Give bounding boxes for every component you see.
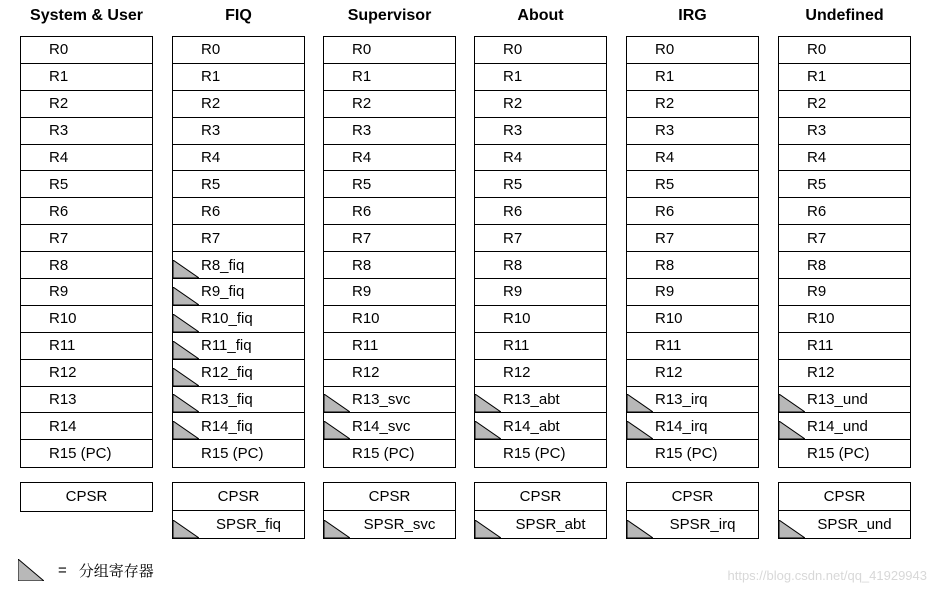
register (475, 64, 606, 91)
register (779, 91, 910, 118)
register-label: R7 (201, 229, 221, 247)
register-label: R4 (503, 149, 523, 166)
register-label: R12_fiq (201, 364, 253, 382)
banked-register (324, 413, 455, 440)
register (21, 279, 152, 306)
register-label: R7 (352, 229, 372, 247)
register-label: R5 (807, 175, 827, 193)
register-label: R2 (352, 95, 372, 113)
register-label: R3 (201, 122, 221, 140)
register-file (778, 36, 911, 468)
banked-register-triangle-icon (324, 421, 350, 439)
register-label: R8 (807, 256, 827, 274)
register-label: R3 (655, 122, 675, 140)
register (475, 333, 606, 360)
register-label: R15 (PC) (807, 445, 870, 463)
cpsr-register (627, 483, 758, 511)
register-label: R7 (49, 229, 69, 247)
register-label: R0 (49, 41, 69, 59)
register (779, 171, 910, 198)
banked-register (627, 413, 758, 440)
mode-title: About (517, 7, 564, 24)
register (627, 252, 758, 279)
register-label: R10 (352, 310, 380, 328)
banked-register-triangle-icon (173, 260, 199, 278)
cpsr-register (779, 483, 910, 511)
banked-register (627, 387, 758, 414)
register-label: R1 (49, 68, 69, 86)
register-label: R13_abt (503, 391, 560, 409)
spsr-register (173, 511, 304, 539)
register-label: R3 (503, 122, 523, 140)
register (627, 37, 758, 64)
register-label: R4 (201, 149, 221, 166)
register-label: R6 (352, 202, 372, 220)
register-label: R9 (655, 283, 675, 301)
register-label: R6 (655, 202, 675, 220)
legend-text: 分组寄存器 (78, 562, 154, 580)
register (21, 306, 152, 333)
register-label: R12 (49, 364, 77, 382)
register (324, 145, 455, 172)
banked-register (779, 387, 910, 414)
register-label: R13_irq (655, 391, 708, 409)
register-label: R14_und (807, 417, 868, 435)
mode-title: Supervisor (347, 7, 432, 24)
register (779, 64, 910, 91)
register-label: R9 (503, 283, 523, 301)
banked-register-triangle-icon (627, 394, 653, 412)
register (779, 360, 910, 387)
register (173, 225, 304, 252)
register (324, 225, 455, 252)
register-label: R1 (655, 68, 675, 86)
register (21, 333, 152, 360)
register-label: R11 (49, 337, 76, 355)
status-registers (172, 482, 305, 539)
banked-register (173, 387, 304, 414)
register-label: R0 (503, 41, 523, 59)
status-registers (626, 482, 759, 539)
register-label: R11 (807, 337, 834, 355)
register-label: R9 (352, 283, 372, 301)
register-label: R7 (503, 229, 523, 247)
register (324, 279, 455, 306)
register (173, 118, 304, 145)
banked-register-triangle-icon (779, 421, 805, 439)
watermark: https://blog.csdn.net/qq_41929943 (727, 568, 927, 583)
register-label: R0 (201, 41, 221, 59)
status-label: SPSR_abt (515, 515, 586, 533)
register-label: R14_fiq (201, 417, 253, 435)
register (627, 198, 758, 225)
register-label: R4 (49, 149, 69, 166)
register (173, 37, 304, 64)
register (779, 118, 910, 145)
register-label: R15 (PC) (352, 445, 415, 463)
register-label: R7 (655, 229, 675, 247)
register (475, 37, 606, 64)
register-label: R1 (201, 68, 221, 86)
register-file (172, 36, 305, 468)
register-label: R4 (807, 149, 827, 166)
banked-register (173, 306, 304, 333)
spsr-register (475, 511, 606, 539)
banked-register-triangle-icon (173, 421, 199, 439)
register-label: R3 (352, 122, 372, 140)
banked-register (173, 413, 304, 440)
register-label: R5 (201, 175, 221, 193)
register (627, 360, 758, 387)
register (173, 171, 304, 198)
status-label: SPSR_svc (363, 515, 436, 533)
register (324, 252, 455, 279)
register-label: R4 (352, 149, 372, 166)
mode-title: FIQ (225, 7, 252, 24)
register (475, 306, 606, 333)
register-label: R6 (807, 202, 827, 220)
register-label: R12 (352, 364, 380, 382)
status-registers (323, 482, 456, 539)
status-registers (778, 482, 911, 539)
register (627, 279, 758, 306)
register-label: R14 (49, 417, 77, 435)
status-label: CPSR (65, 488, 108, 506)
register-label: R5 (503, 175, 523, 193)
banked-register-triangle-icon (475, 421, 501, 439)
register-label: R4 (655, 149, 675, 166)
register-label: R10 (49, 310, 77, 328)
register (21, 37, 152, 64)
status-label: CPSR (671, 487, 714, 505)
register (627, 333, 758, 360)
register (627, 145, 758, 172)
register (324, 440, 455, 467)
register (21, 171, 152, 198)
legend (18, 558, 154, 582)
cpsr-register (21, 483, 152, 511)
register-label: R11_fiq (201, 337, 252, 355)
cpsr-register (475, 483, 606, 511)
register-label: R5 (49, 175, 69, 193)
register-label: R12 (503, 364, 531, 382)
banked-register-triangle-icon (475, 394, 501, 412)
register-label: R8 (352, 256, 372, 274)
status-label: CPSR (217, 487, 260, 505)
register (627, 440, 758, 467)
register (173, 440, 304, 467)
register (627, 118, 758, 145)
register (173, 64, 304, 91)
register-label: R10 (807, 310, 835, 328)
status-label: SPSR_und (817, 515, 892, 533)
register-label: R2 (655, 95, 675, 113)
banked-register (173, 252, 304, 279)
register-file (20, 36, 153, 468)
spsr-register (324, 511, 455, 539)
banked-register (779, 413, 910, 440)
register-label: R1 (503, 68, 523, 86)
register-label: R15 (PC) (655, 445, 718, 463)
cpsr-register (324, 483, 455, 511)
register-label: R15 (PC) (49, 445, 112, 463)
register (324, 360, 455, 387)
register (627, 171, 758, 198)
register (324, 198, 455, 225)
register-file (626, 36, 759, 468)
register (173, 91, 304, 118)
register (475, 91, 606, 118)
register (324, 333, 455, 360)
register-label: R11 (352, 337, 379, 355)
register (475, 171, 606, 198)
status-registers (474, 482, 607, 539)
register (21, 387, 152, 414)
banked-register-triangle-icon (173, 368, 199, 386)
banked-register-triangle-icon (173, 394, 199, 412)
register-label: R9 (49, 283, 69, 301)
register-label: R5 (352, 175, 372, 193)
register (475, 440, 606, 467)
register (627, 64, 758, 91)
register-label: R7 (807, 229, 827, 247)
register-label: R2 (49, 95, 69, 113)
register-label: R15 (PC) (201, 445, 264, 463)
status-label: SPSR_irq (669, 515, 736, 533)
register (475, 252, 606, 279)
register-label: R8 (655, 256, 675, 274)
register-label: R0 (352, 41, 372, 59)
banked-register (173, 333, 304, 360)
spsr-register (627, 511, 758, 539)
banked-register-triangle-icon (627, 421, 653, 439)
register-file (474, 36, 607, 468)
register (324, 171, 455, 198)
status-label: CPSR (368, 487, 411, 505)
banked-register (173, 360, 304, 387)
register (627, 91, 758, 118)
register-label: R6 (201, 202, 221, 220)
register-label: R9_fiq (201, 283, 245, 301)
register-label: R3 (49, 122, 69, 140)
register-label: R8 (49, 256, 69, 274)
register-label: R10_fiq (201, 310, 253, 328)
register (475, 118, 606, 145)
register-label: R13_und (807, 391, 868, 409)
banked-register-triangle-icon (18, 559, 44, 581)
register (21, 360, 152, 387)
banked-register (324, 387, 455, 414)
register-label: R10 (655, 310, 683, 328)
register-label: R14_irq (655, 417, 708, 435)
register-label: R13_fiq (201, 391, 253, 409)
register (21, 225, 152, 252)
register (779, 198, 910, 225)
banked-register-triangle-icon (324, 394, 350, 412)
register (21, 198, 152, 225)
register-label: R2 (201, 95, 221, 113)
banked-register-triangle-icon (779, 394, 805, 412)
register (779, 37, 910, 64)
register (324, 118, 455, 145)
register-label: R8_fiq (201, 256, 245, 274)
banked-register-triangle-icon (173, 341, 199, 359)
register-label: R2 (503, 95, 523, 113)
register-label: R11 (655, 337, 682, 355)
register (779, 333, 910, 360)
register-label: R1 (352, 68, 372, 86)
register (779, 306, 910, 333)
register (324, 37, 455, 64)
register-label: R0 (655, 41, 675, 59)
register-label: R1 (807, 68, 827, 86)
register (324, 306, 455, 333)
register (779, 145, 910, 172)
register (627, 306, 758, 333)
register-label: R12 (807, 364, 835, 382)
register (779, 252, 910, 279)
register (21, 145, 152, 172)
register (475, 145, 606, 172)
register-label: R6 (503, 202, 523, 220)
register (21, 91, 152, 118)
register (21, 252, 152, 279)
register (475, 360, 606, 387)
banked-register-triangle-icon (173, 314, 199, 332)
register-label: R2 (807, 95, 827, 113)
banked-register (173, 279, 304, 306)
register (21, 64, 152, 91)
register-label: R8 (503, 256, 523, 274)
banked-register-triangle-icon (173, 287, 199, 305)
register (779, 440, 910, 467)
register-label: R14_svc (352, 417, 411, 435)
register-label: R15 (PC) (503, 445, 566, 463)
register (21, 413, 152, 440)
register (21, 440, 152, 467)
register (475, 198, 606, 225)
register-label: R0 (807, 41, 827, 59)
register-label: R9 (807, 283, 827, 301)
mode-title: Undefined (805, 7, 884, 24)
register (324, 64, 455, 91)
status-label: CPSR (823, 487, 866, 505)
register (779, 279, 910, 306)
register-label: R13_svc (352, 391, 411, 409)
register (475, 225, 606, 252)
banked-register (475, 387, 606, 414)
legend-equals: = (58, 561, 67, 579)
register-label: R10 (503, 310, 531, 328)
register-label: R12 (655, 364, 683, 382)
register-label: R11 (503, 337, 530, 355)
register (21, 118, 152, 145)
register-label: R14_abt (503, 417, 560, 435)
register-label: R5 (655, 175, 675, 193)
register (173, 145, 304, 172)
banked-register (475, 413, 606, 440)
mode-title: IRG (678, 7, 707, 24)
status-registers (20, 482, 153, 512)
register-label: R3 (807, 122, 827, 140)
register (173, 198, 304, 225)
register (475, 279, 606, 306)
register (627, 225, 758, 252)
register-label: R6 (49, 202, 69, 220)
mode-title: System & User (30, 7, 143, 24)
register-file (323, 36, 456, 468)
status-label: SPSR_fiq (215, 515, 282, 533)
status-label: CPSR (519, 487, 562, 505)
cpsr-register (173, 483, 304, 511)
register-label: R13 (49, 391, 77, 409)
register (324, 91, 455, 118)
spsr-register (779, 511, 910, 539)
register (779, 225, 910, 252)
